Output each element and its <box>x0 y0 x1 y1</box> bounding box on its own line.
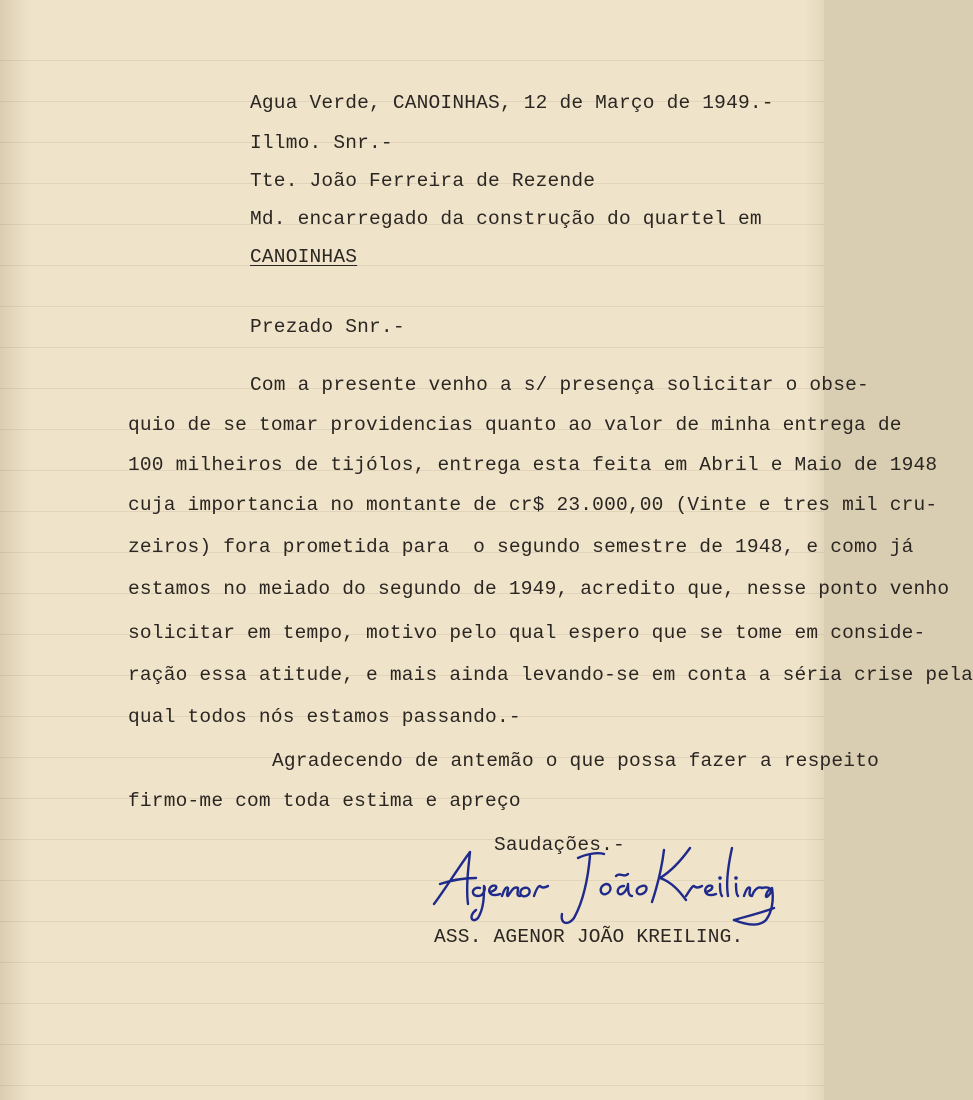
salutation-title: Illmo. Snr.- <box>250 132 393 154</box>
body-line: 100 milheiros de tijólos, entrega esta feita em Abril e Maio de 1948 <box>128 454 938 476</box>
body-line: quio de se tomar providencias quanto ao valor de minha entrega de <box>128 414 902 436</box>
closing-line: Agradecendo de antemão o que possa fazer a respeito <box>272 750 879 772</box>
recipient-role: Md. encarregado da construção do quartel em <box>250 208 762 230</box>
body-line: estamos no meiado do segundo de 1949, acredito que, nesse ponto venho <box>128 578 950 600</box>
regards: Saudações.- <box>494 834 625 856</box>
body-line: qual todos nós estamos passando.- <box>128 706 521 728</box>
body-line: cuja importancia no montante de cr$ 23.000,00 (Vinte e tres mil cru- <box>128 494 938 516</box>
recipient-name: Tte. João Ferreira de Rezende <box>250 170 596 192</box>
handwritten-signature <box>428 838 776 928</box>
recipient-city: CANOINHAS <box>250 246 358 268</box>
place-date-line: Agua Verde, CANOINHAS, 12 de Março de 1949.- <box>250 92 774 114</box>
body-line: Com a presente venho a s/ presença solicitar o obse- <box>250 374 869 396</box>
typed-signature-name: ASS. AGENOR JOÃO KREILING. <box>434 926 744 948</box>
greeting: Prezado Snr.- <box>250 316 405 338</box>
body-line: solicitar em tempo, motivo pelo qual espero que se tome em conside- <box>128 622 926 644</box>
body-line: ração essa atitude, e mais ainda levando-se em conta a séria crise pela <box>128 664 973 686</box>
body-line: zeiros) fora prometida para o segundo semestre de 1948, e como já <box>128 536 914 558</box>
closing-line: firmo-me com toda estima e apreço <box>128 790 521 812</box>
